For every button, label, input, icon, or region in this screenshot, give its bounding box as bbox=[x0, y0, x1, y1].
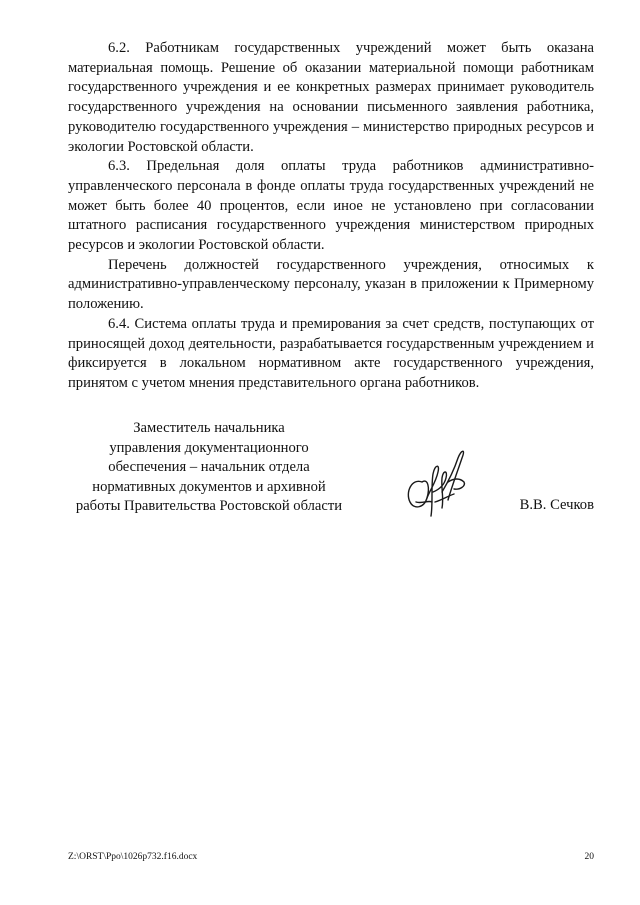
paragraph-6-4: 6.4. Система оплаты труда и премирования за счет средств, поступающих от приносящей доход деятельности, разрабатывается государственным учреждением и фиксируется в локальном нормативном акте государственного учреждения, принятом с учетом мнения представительного органа работников. bbox=[68, 315, 594, 391]
signatory-title-line: нормативных документов и архивной bbox=[92, 478, 326, 495]
paragraph-6-2: 6.2. Работникам государственных учреждений может быть оказана материальная помощь. Решение об оказании материальной помощи работникам государственного учреждения и ее конкретных размерах принимает руководитель государственного учреждения на основании письменного заявления работника, руководителю государственного учреждения – министерство природных ресурсов и экологии Ростовской области. bbox=[68, 40, 594, 155]
page-number: 20 bbox=[584, 852, 594, 862]
document-body bbox=[68, 39, 594, 394]
footer-file-path: Z:\ORST\Ppo\1026p732.f16.docx bbox=[68, 852, 198, 862]
signatory-title-line: обеспечения – начальник отдела bbox=[108, 459, 310, 475]
signatory-title-line: управления документационного bbox=[109, 439, 309, 456]
paragraph-6-3: 6.3. Предельная доля оплаты труда работников административно-управленческого персонала в фонде оплаты труда государственных учреждений не может быть более 40 процентов, если иное не установлено при согласовании штатного расписания государственного учреждения министерством природных ресурсов и экологии Ростовской области. bbox=[68, 158, 594, 254]
handwritten-signature bbox=[402, 442, 474, 524]
signatory-title bbox=[68, 419, 350, 517]
paragraph-positions-list: Перечень должностей государственного учреждения, относимых к административно-управленческому персоналу, указан в приложении к Примерному положению. bbox=[68, 256, 594, 313]
signature-block bbox=[68, 419, 594, 519]
signatory-title-line: работы Правительства Ростовской области bbox=[75, 498, 343, 514]
signatory-title-line: Заместитель начальника bbox=[133, 420, 285, 436]
signatory-name: В.В. Сечков bbox=[519, 497, 594, 513]
